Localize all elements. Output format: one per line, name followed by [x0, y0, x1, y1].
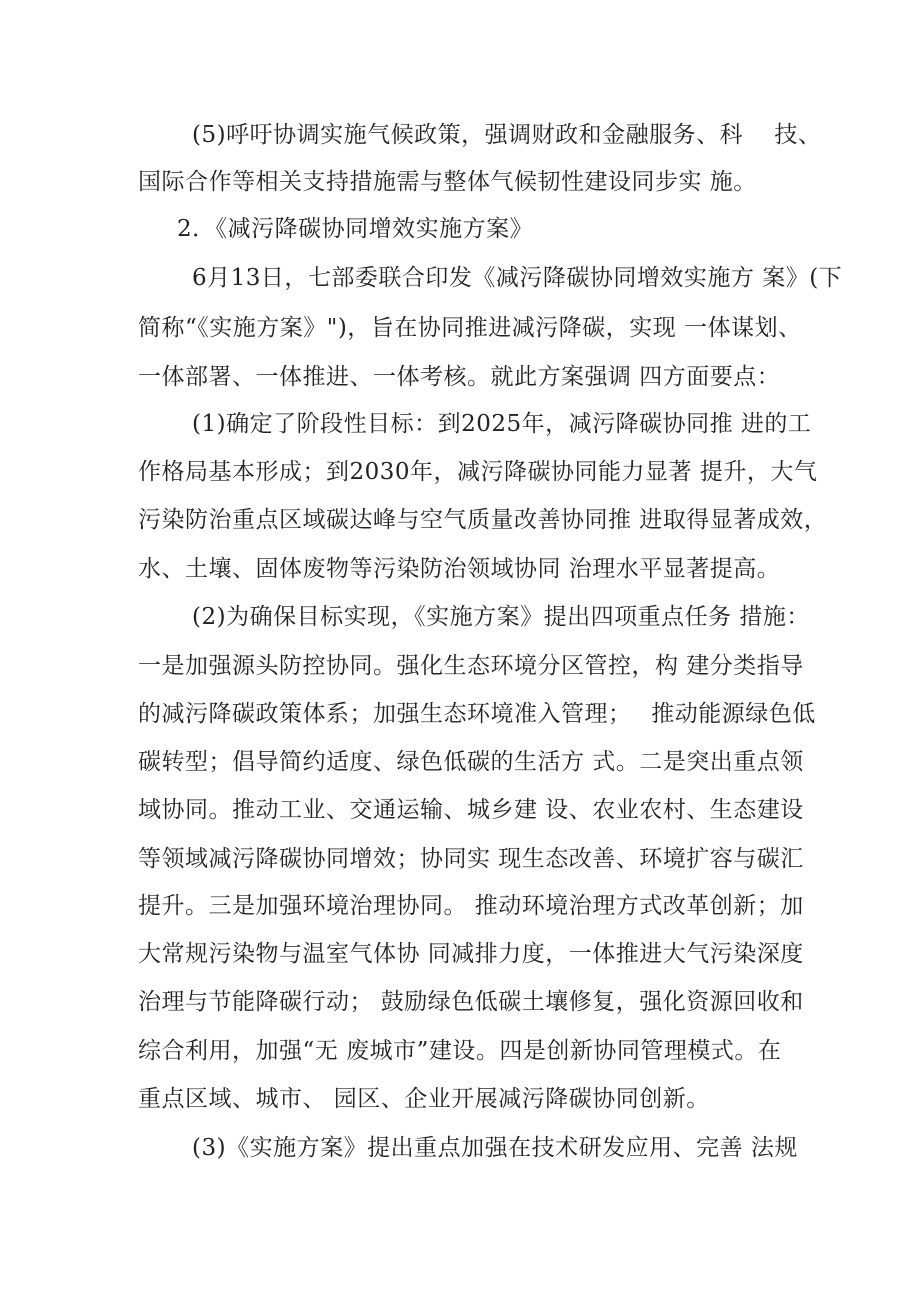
point-2-line-9: 治理与节能降碳行动； 鼓励绿色低碳土壤修复，强化资源回收和: [138, 989, 804, 1015]
point-1-line-1: (1)确定了阶段性目标：到2025年，减污降碳协同推 进的工: [192, 411, 812, 437]
point-1-line-4: 水、土壤、固体废物等污染防治领域协同 治理水平显著提高。: [138, 556, 781, 582]
point-1-line-2: 作格局基本形成；到2030年，减污降碳协同能力显著 提升，大气: [138, 459, 818, 485]
point-2-line-5: 域协同。推动工业、交通运输、城乡建 设、农业农村、生态建设: [138, 797, 804, 823]
paragraph-5-line-1: (5)呼吁协调实施气候政策，强调财政和金融服务、科 技、: [192, 122, 822, 148]
point-2-line-7: 提升。三是加强环境治理协同。 推动环境治理方式改革创新；加: [138, 893, 804, 919]
intro-line-1: 6月13日，七部委联合印发《减污降碳协同增效实施方 案》(下: [192, 265, 843, 291]
point-3-line-1: (3)《实施方案》提出重点加强在技术研发应用、完善 法规: [192, 1135, 798, 1161]
point-1-line-3: 污染防治重点区域碳达峰与空气质量改善协同推 进取得显著成效，: [138, 507, 828, 533]
intro-line-3: 一体部署、一体推进、一体考核。就此方案强调 四方面要点：: [138, 364, 781, 390]
point-2-line-3: 的减污降碳政策体系；加强生态环境准入管理； 推动能源绿色低: [138, 701, 816, 727]
point-2-line-10: 综合利用，加强“无 废城市”建设。四是创新协同管理模式。在: [138, 1038, 782, 1064]
section-heading: 2．《减污降碳协同增效实施方案》: [177, 216, 534, 242]
point-2-line-2: 一是加强源头防控协同。强化生态环境分区管控，构 建分类指导: [138, 653, 804, 679]
paragraph-5-line-2: 国际合作等相关支持措施需与整体气候韧性建设同步实 施。: [138, 169, 757, 195]
intro-line-2: 简称“《实施方案》")，旨在协同推进减污降碳，实现 一体谋划、: [138, 315, 802, 341]
point-2-line-6: 等领域减污降碳协同增效；协同实 现生态改善、环境扩容与碳汇: [138, 846, 804, 872]
point-2-line-1: (2)为确保目标实现，《实施方案》提出四项重点任务 措施：: [192, 604, 810, 630]
point-2-line-4: 碳转型；倡导简约适度、绿色低碳的生活方 式。二是突出重点领: [138, 749, 804, 775]
point-2-line-8: 大常规污染物与温室气体协 同减排力度，一体推进大气污染深度: [138, 941, 804, 967]
point-2-line-11: 重点区域、城市、 园区、企业开展减污降碳协同创新。: [138, 1086, 710, 1112]
